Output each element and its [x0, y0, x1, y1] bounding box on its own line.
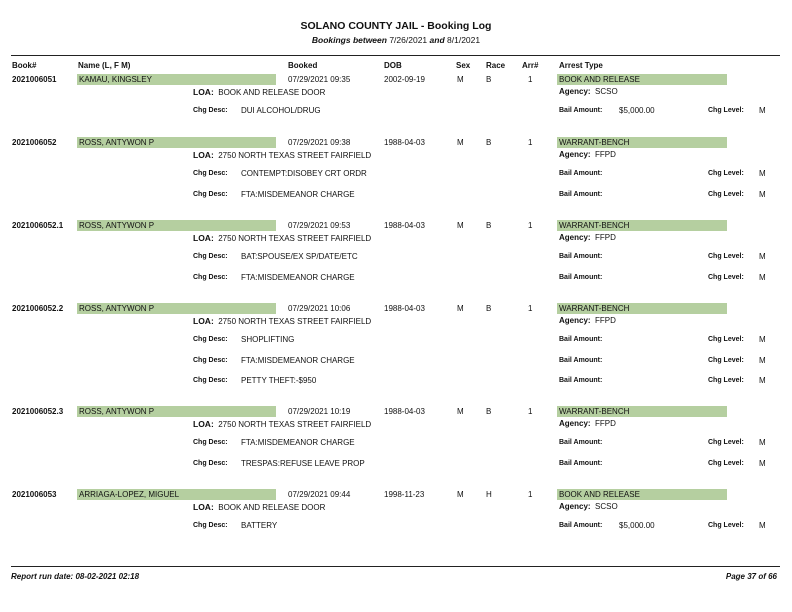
loa-label: LOA:: [193, 419, 214, 429]
charge-description: FTA:MISDEMEANOR CHARGE: [241, 273, 355, 282]
report-title: SOLANO COUNTY JAIL - Booking Log: [300, 20, 492, 32]
booked-datetime: 07/29/2021 09:44: [288, 490, 351, 499]
booked-datetime: 07/29/2021 09:35: [288, 75, 351, 84]
agency-label: Agency:: [559, 233, 591, 242]
chg-level-label: Chg Level:: [708, 460, 744, 467]
loa-row: [193, 150, 371, 160]
charge-description: FTA:MISDEMEANOR CHARGE: [241, 190, 355, 199]
charge-level: M: [759, 438, 766, 447]
inmate-name: KAMAU, KINGSLEY: [79, 75, 152, 84]
race-value: B: [486, 304, 492, 313]
dob-value: 2002-09-19: [384, 75, 425, 84]
header-rule: [11, 55, 780, 56]
loa-row: [193, 87, 325, 97]
charge-description: FTA:MISDEMEANOR CHARGE: [241, 438, 355, 447]
charge-description: BATTERY: [241, 521, 278, 530]
book-number: 2021006052.3: [12, 407, 64, 416]
sex-value: M: [457, 138, 464, 147]
loa-label: LOA:: [193, 87, 214, 97]
loa-value: 2750 NORTH TEXAS STREET FAIRFIELD: [218, 420, 372, 429]
date-to: 8/1/2021: [447, 35, 481, 45]
bail-amount-label: Bail Amount:: [559, 253, 603, 260]
charge-description: SHOPLIFTING: [241, 335, 295, 344]
bail-amount-label: Bail Amount:: [559, 191, 603, 198]
charge-row: [0, 335, 792, 347]
book-number: 2021006052: [12, 138, 57, 147]
chg-level-label: Chg Level:: [708, 357, 744, 364]
race-value: B: [486, 75, 492, 84]
col-dob: DOB: [384, 61, 402, 70]
booked-datetime: 07/29/2021 10:06: [288, 304, 351, 313]
agency-value: FFPD: [595, 316, 616, 325]
charge-level: M: [759, 169, 766, 178]
race-value: B: [486, 407, 492, 416]
inmate-name: ROSS, ANTYWON P: [79, 138, 155, 147]
charge-description: PETTY THEFT:-$950: [241, 376, 317, 385]
arrest-type: WARRANT-BENCH: [559, 221, 630, 230]
race-value: H: [486, 490, 492, 499]
agency-value: FFPD: [595, 233, 616, 242]
arrest-type: BOOK AND RELEASE: [559, 490, 640, 499]
arrest-number: 1: [528, 490, 533, 499]
chg-level-label: Chg Level:: [708, 377, 744, 384]
col-arrest-type: Arrest Type: [559, 61, 603, 70]
charge-row: [0, 376, 792, 388]
agency-row: [559, 233, 616, 242]
agency-label: Agency:: [559, 502, 591, 511]
and-label: and: [429, 35, 445, 45]
charge-row: [0, 356, 792, 368]
charge-row: [0, 169, 792, 181]
agency-label: Agency:: [559, 316, 591, 325]
bail-amount-label: Bail Amount:: [559, 439, 603, 446]
charge-level: M: [759, 252, 766, 261]
chg-desc-label: Chg Desc:: [193, 460, 228, 467]
agency-label: Agency:: [559, 419, 591, 428]
agency-row: [559, 87, 618, 96]
charge-description: TRESPAS:REFUSE LEAVE PROP: [241, 459, 365, 468]
chg-desc-label: Chg Desc:: [193, 439, 228, 446]
sex-value: M: [457, 221, 464, 230]
agency-row: [559, 419, 616, 428]
arrest-number: 1: [528, 138, 533, 147]
inmate-name: ROSS, ANTYWON P: [79, 407, 155, 416]
inmate-name: ROSS, ANTYWON P: [79, 304, 155, 313]
agency-row: [559, 316, 616, 325]
charge-level: M: [759, 190, 766, 199]
loa-row: [193, 502, 325, 512]
loa-label: LOA:: [193, 316, 214, 326]
charge-level: M: [759, 273, 766, 282]
col-arr: Arr#: [522, 61, 539, 70]
charge-description: DUI ALCOHOL/DRUG: [241, 106, 321, 115]
arrest-number: 1: [528, 75, 533, 84]
inmate-name: ROSS, ANTYWON P: [79, 221, 155, 230]
chg-level-label: Chg Level:: [708, 253, 744, 260]
col-race: Race: [486, 61, 506, 70]
arrest-number: 1: [528, 304, 533, 313]
charge-level: M: [759, 521, 766, 530]
agency-value: FFPD: [595, 150, 616, 159]
arrest-type: BOOK AND RELEASE: [559, 75, 640, 84]
loa-row: [193, 233, 371, 243]
chg-level-label: Chg Level:: [708, 274, 744, 281]
col-booked: Booked: [288, 61, 318, 70]
report-run-date: Report run date: 08-02-2021 02:18: [11, 572, 140, 581]
date-from: 7/26/2021: [389, 35, 428, 45]
loa-value: 2750 NORTH TEXAS STREET FAIRFIELD: [218, 234, 372, 243]
book-number: 2021006051: [12, 75, 57, 84]
arrest-number: 1: [528, 221, 533, 230]
book-number: 2021006052.2: [12, 304, 64, 313]
bail-amount-value: $5,000.00: [619, 521, 655, 530]
chg-desc-label: Chg Desc:: [193, 377, 228, 384]
charge-row: [0, 190, 792, 202]
booked-datetime: 07/29/2021 09:38: [288, 138, 351, 147]
book-number: 2021006052.1: [12, 221, 64, 230]
bail-amount-label: Bail Amount:: [559, 377, 603, 384]
chg-level-label: Chg Level:: [708, 191, 744, 198]
chg-level-label: Chg Level:: [708, 107, 744, 114]
bail-amount-label: Bail Amount:: [559, 460, 603, 467]
inmate-name: ARRIAGA-LOPEZ, MIGUEL: [79, 490, 180, 499]
charge-row: [0, 106, 792, 118]
loa-value: BOOK AND RELEASE DOOR: [218, 503, 326, 512]
arrest-type: WARRANT-BENCH: [559, 304, 630, 313]
loa-row: [193, 419, 371, 429]
charge-level: M: [759, 335, 766, 344]
charge-description: BAT:SPOUSE/EX SP/DATE/ETC: [241, 252, 358, 261]
agency-value: SCSO: [595, 502, 618, 511]
charge-description: CONTEMPT:DISOBEY CRT ORDR: [241, 169, 367, 178]
agency-row: [559, 150, 616, 159]
charge-row: [0, 459, 792, 471]
charge-level: M: [759, 376, 766, 385]
chg-desc-label: Chg Desc:: [193, 107, 228, 114]
charge-row: [0, 273, 792, 285]
dob-value: 1988-04-03: [384, 221, 425, 230]
chg-desc-label: Chg Desc:: [193, 357, 228, 364]
footer-rule: [11, 566, 780, 567]
loa-label: LOA:: [193, 150, 214, 160]
chg-desc-label: Chg Desc:: [193, 170, 228, 177]
race-value: B: [486, 221, 492, 230]
loa-label: LOA:: [193, 502, 214, 512]
agency-label: Agency:: [559, 87, 591, 96]
agency-value: FFPD: [595, 419, 616, 428]
agency-value: SCSO: [595, 87, 618, 96]
chg-desc-label: Chg Desc:: [193, 336, 228, 343]
col-sex: Sex: [456, 61, 471, 70]
bail-amount-label: Bail Amount:: [559, 107, 603, 114]
bail-amount-value: $5,000.00: [619, 106, 655, 115]
arrest-type: WARRANT-BENCH: [559, 138, 630, 147]
loa-value: 2750 NORTH TEXAS STREET FAIRFIELD: [218, 317, 372, 326]
charge-row: [0, 521, 792, 533]
race-value: B: [486, 138, 492, 147]
dob-value: 1998-11-23: [384, 490, 425, 499]
col-book: Book#: [12, 61, 37, 70]
loa-row: [193, 316, 371, 326]
chg-level-label: Chg Level:: [708, 336, 744, 343]
booked-datetime: 07/29/2021 09:53: [288, 221, 351, 230]
arrest-type: WARRANT-BENCH: [559, 407, 630, 416]
booked-datetime: 07/29/2021 10:19: [288, 407, 351, 416]
chg-level-label: Chg Level:: [708, 170, 744, 177]
bail-amount-label: Bail Amount:: [559, 336, 603, 343]
charge-row: [0, 252, 792, 264]
charge-level: M: [759, 459, 766, 468]
report-subtitle: [0, 35, 792, 45]
agency-label: Agency:: [559, 150, 591, 159]
subtitle-label: Bookings between: [311, 35, 387, 45]
book-number: 2021006053: [12, 490, 57, 499]
bail-amount-label: Bail Amount:: [559, 170, 603, 177]
sex-value: M: [457, 75, 464, 84]
bail-amount-label: Bail Amount:: [559, 357, 603, 364]
chg-desc-label: Chg Desc:: [193, 253, 228, 260]
loa-value: BOOK AND RELEASE DOOR: [218, 88, 326, 97]
page-number: Page 37 of 66: [725, 572, 777, 581]
arrest-number: 1: [528, 407, 533, 416]
chg-desc-label: Chg Desc:: [193, 522, 228, 529]
chg-desc-label: Chg Desc:: [193, 274, 228, 281]
chg-desc-label: Chg Desc:: [193, 191, 228, 198]
dob-value: 1988-04-03: [384, 407, 425, 416]
charge-description: FTA:MISDEMEANOR CHARGE: [241, 356, 355, 365]
loa-value: 2750 NORTH TEXAS STREET FAIRFIELD: [218, 151, 372, 160]
charge-level: M: [759, 356, 766, 365]
sex-value: M: [457, 304, 464, 313]
agency-row: [559, 502, 618, 511]
charge-row: [0, 438, 792, 450]
loa-label: LOA:: [193, 233, 214, 243]
dob-value: 1988-04-03: [384, 138, 425, 147]
bail-amount-label: Bail Amount:: [559, 522, 603, 529]
dob-value: 1988-04-03: [384, 304, 425, 313]
bail-amount-label: Bail Amount:: [559, 274, 603, 281]
sex-value: M: [457, 407, 464, 416]
chg-level-label: Chg Level:: [708, 439, 744, 446]
chg-level-label: Chg Level:: [708, 522, 744, 529]
sex-value: M: [457, 490, 464, 499]
charge-level: M: [759, 106, 766, 115]
col-name: Name (L, F M): [78, 61, 131, 70]
